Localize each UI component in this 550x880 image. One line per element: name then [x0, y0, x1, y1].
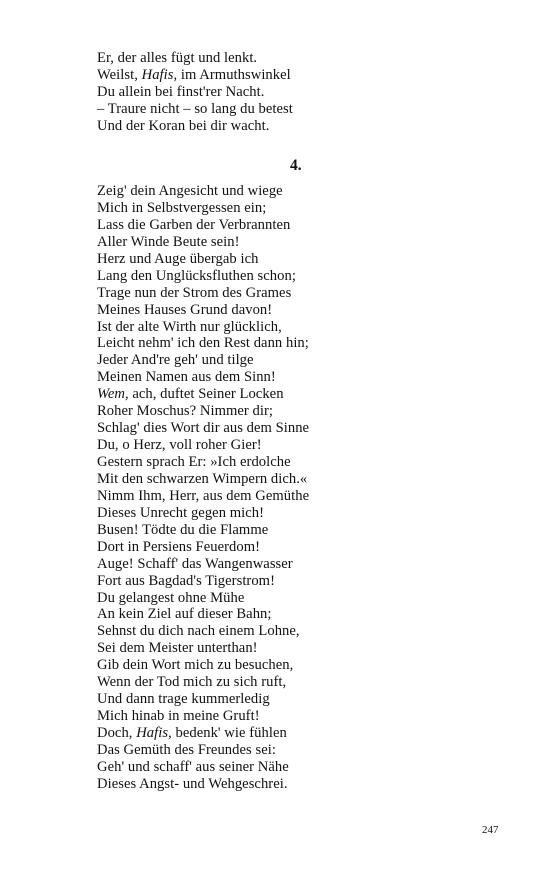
poem-text: Und der Koran bei dir wacht. [97, 118, 270, 134]
poem-text: Aller Winde Beute sein! [97, 233, 240, 250]
poem-text: Zeig' dein Angesicht und wiege [97, 183, 283, 199]
poem-text: Meinen Namen aus dem Sinn! [97, 369, 276, 386]
poem-text: Dort in Persiens Feuerdom! [97, 538, 261, 555]
poem-line [97, 742, 427, 759]
poem-line [97, 50, 427, 67]
poem-text: Auge! Schaff' das Wangenwasser [97, 555, 293, 572]
poem-text: – Traure nicht – so lang du betest [97, 101, 293, 117]
poem-line [97, 556, 427, 573]
poem-name-italic: Hafis [136, 725, 169, 741]
poem-text: , ach, duftet Seiner Locken [124, 386, 284, 403]
poem-name-italic: Wem [97, 386, 125, 403]
poem-stanza-main [97, 183, 427, 793]
poem-line [97, 352, 427, 369]
poem-line [97, 759, 427, 776]
poem-line [97, 573, 427, 590]
poem-line [97, 725, 427, 742]
poem-line [97, 84, 427, 101]
poem-line [97, 471, 427, 488]
poem-text: Geh' und schaff' aus seiner Nähe [97, 758, 289, 775]
poem-line [97, 539, 427, 556]
poem-line [97, 335, 427, 352]
poem-text: Du gelangest ohne Mühe [97, 589, 245, 606]
poem-line [97, 420, 427, 437]
poem-line [97, 319, 427, 336]
poem-line [97, 101, 427, 118]
poem-line [97, 776, 427, 793]
poem-text: Lass die Garben der Verbrannten [97, 216, 291, 233]
poem-line [97, 522, 427, 539]
poem-line [97, 268, 427, 285]
poem-text: Und dann trage kummerledig [97, 691, 270, 708]
poem-text: Doch, [97, 725, 137, 741]
poem-line [97, 369, 427, 386]
poem-text: Ist der alte Wirth nur glücklich, [97, 318, 282, 335]
poem-text: Du, o Herz, voll roher Gier! [97, 437, 262, 454]
page-number: 247 [482, 824, 499, 836]
poem-text: Schlag' dies Wort dir aus dem Sinne [97, 420, 310, 437]
poem-text: Gestern sprach Er: »Ich erdolche [97, 454, 291, 470]
poem-text: Fort aus Bagdad's Tigerstrom! [97, 572, 275, 589]
poem-line [97, 251, 427, 268]
poem-line [97, 708, 427, 725]
poem-text: Das Gemüth des Freundes sei: [97, 741, 276, 758]
poem-text: Weilst, [97, 67, 142, 83]
poem-line [97, 183, 427, 200]
poem-name-italic: Hafis [141, 67, 174, 83]
poem-line [97, 454, 427, 471]
poem-line [97, 217, 427, 234]
poem-line [97, 606, 427, 623]
poem-text: Dieses Angst- und Wehgeschrei. [97, 775, 288, 792]
poem-text: Dieses Unrecht gegen mich! [97, 504, 265, 521]
poem-text: An kein Ziel auf dieser Bahn; [97, 606, 272, 623]
poem-text: Busen! Tödte du die Flamme [97, 521, 269, 538]
poem-line [97, 67, 427, 84]
poem-text: Lang den Unglücksfluthen schon; [97, 267, 296, 284]
poem-line [97, 674, 427, 691]
poem-line [97, 285, 427, 302]
poem-text: Du allein bei finst'rer Nacht. [97, 84, 265, 100]
poem-text: Meines Hauses Grund davon! [97, 301, 273, 318]
poem-section-number: 4. [290, 157, 302, 174]
poem-stanza-continuation [97, 50, 427, 135]
poem-line [97, 640, 427, 657]
poem-line [97, 505, 427, 522]
poem-text: Mit den schwarzen Wimpern dich.« [97, 470, 308, 487]
poem-text: Sei dem Meister unterthan! [97, 640, 258, 657]
poem-text: Trage nun der Strom des Grames [97, 284, 292, 301]
poem-text: Jeder And're geh' und tilge [97, 352, 254, 369]
poem-text: Sehnst du dich nach einem Lohne, [97, 623, 300, 640]
poem-line [97, 403, 427, 420]
poem-text: Herz und Auge übergab ich [97, 250, 259, 267]
poem-text: Leicht nehm' ich den Rest dann hin; [97, 335, 309, 352]
poem-line [97, 386, 427, 403]
poem-line [97, 488, 427, 505]
poem-line [97, 200, 427, 217]
poem-text: , bedenk' wie fühlen [168, 725, 287, 741]
poem-text: Roher Moschus? Nimmer dir; [97, 403, 273, 420]
poem-line [97, 691, 427, 708]
poem-text: Mich in Selbstvergessen ein; [97, 199, 267, 216]
poem-text: Gib dein Wort mich zu besuchen, [97, 657, 294, 674]
poem-line [97, 590, 427, 607]
poem-line [97, 302, 427, 319]
poem-line [97, 437, 427, 454]
poem-line [97, 657, 427, 674]
poem-line [97, 234, 427, 251]
poem-text: Mich hinab in meine Gruft! [97, 708, 260, 725]
poem-line [97, 118, 427, 135]
poem-line [97, 623, 427, 640]
poem-text: Er, der alles fügt und lenkt. [97, 50, 258, 66]
poem-text: Wenn der Tod mich zu sich ruft, [97, 674, 287, 691]
poem-text: , im Armuthswinkel [173, 67, 291, 83]
poem-text: Nimm Ihm, Herr, aus dem Gemüthe [97, 487, 310, 504]
